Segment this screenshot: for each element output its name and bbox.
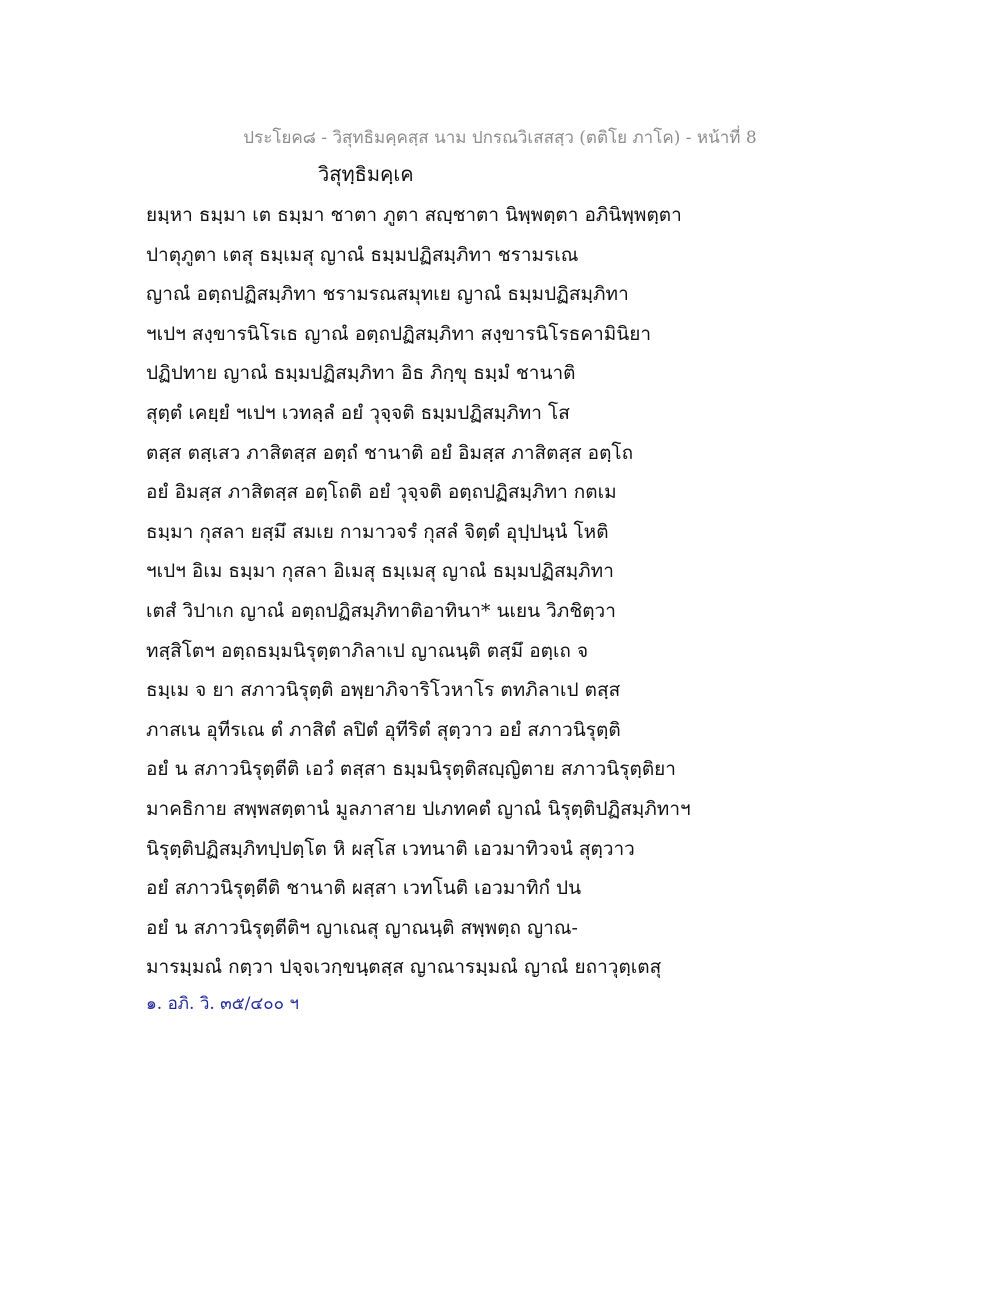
body-line: ปฏิปทาย ญาณํ ธมฺมปฏิสมฺภิทา อิธ ภิกฺขุ ธมฺมํ ชานาติ (146, 362, 576, 385)
body-line: สุตฺตํ เคยฺยํ ฯเปฯ เวทลฺลํ อยํ วุจฺจติ ธมฺมปฏิสมฺภิทา โส (146, 401, 570, 424)
body-line: ธมฺเม จ ยา สภาวนิรุตฺติ อพฺยาภิจาริโวหาโร ตทภิลาเป ตสฺส (146, 679, 621, 702)
body-line: อยํ น สภาวนิรุตฺตีติฯ ญาเณสุ ญาณนฺติ สพฺพตฺถ ญาณ- (146, 916, 578, 939)
footnote: ๑. อภิ. วิ. ๓๕/๔๐๐ ฯ (146, 994, 299, 1014)
body-line: ทสฺสิโตฯ อตฺถธมฺมนิรุตฺตาภิลาเป ญาณนฺติ ตสฺมึ อตฺเถ จ (146, 639, 589, 662)
body-line: นิรุตฺติปฏิสมฺภิทปฺปตฺโต หิ ผสฺโส เวทนาติ เอวมาทิวจนํ สุตฺวาว (146, 837, 635, 860)
body-line: ภาสเน อุทีรเณ ตํ ภาสิตํ ลปิตํ อุทีริตํ สุตฺวาว อยํ สภาวนิรุตฺติ (146, 718, 621, 741)
body-line: ตสฺส ตสฺเสว ภาสิตสฺส อตฺถํ ชานาติ อยํ อิมสฺส ภาสิตสฺส อตฺโถ (146, 441, 634, 464)
body-line: ฯเปฯ สงฺขารนิโรเธ ญาณํ อตฺถปฏิสมฺภิทา สงฺขารนิโรธคามินิยา (146, 322, 652, 345)
running-header: ประโยค๘ - วิสุทธิมคฺคสฺส นาม ปกรณวิเสสสฺว (ตติโย ภาโค) - หน้าที่ 8 (243, 128, 757, 148)
body-line: เตสํ วิปาเก ญาณํ อตฺถปฏิสมฺภิทาติอาทินา* นเยน วิภชิตฺวา (146, 599, 616, 622)
section-title: วิสุทฺธิมคฺเค (318, 162, 414, 186)
body-line: ฯเปฯ อิเม ธมฺมา กุสลา อิเมสุ ธมฺเมสุ ญาณํ ธมฺมปฏิสมฺภิทา (146, 560, 614, 583)
body-line: อยํ อิมสฺส ภาสิตสฺส อตฺโถติ อยํ วุจฺจติ อตฺถปฏิสมฺภิทา กตเม (146, 481, 617, 504)
body-line: ญาณํ อตฺถปฏิสมฺภิทา ชรามรณสมุทเย ญาณํ ธมฺมปฏิสมฺภิทา (146, 283, 629, 306)
body-line: อยํ สภาวนิรุตฺตีติ ชานาติ ผสฺสา เวทโนติ เอวมาทิกํ ปน (146, 877, 582, 900)
body-text (146, 196, 866, 988)
body-line: มารมฺมณํ กตฺวา ปจฺจเวกฺขนฺตสฺส ญาณารมฺมณํ ญาณํ ยถาวุตฺเตสุ (146, 956, 662, 979)
body-line: ปาตุภูตา เตสุ ธมฺเมสุ ญาณํ ธมฺมปฏิสมฺภิทา ชรามรเณ (146, 243, 579, 266)
body-line: ธมฺมา กุสลา ยสฺมึ สมเย กามาวจรํ กุสลํ จิตฺตํ อุปฺปนฺนํ โหติ (146, 520, 609, 543)
body-line: มาคธิกาย สพฺพสตฺตานํ มูลภาสาย ปเภทคตํ ญาณํ นิรุตฺติปฏิสมฺภิทาฯ (146, 797, 691, 820)
body-line: อยํ น สภาวนิรุตฺตีติ เอวํ ตสฺสา ธมฺมนิรุตฺติสญฺญิตาย สภาวนิรุตฺติยา (146, 758, 676, 781)
body-line: ยมฺหา ธมฺมา เต ธมฺมา ชาตา ภูตา สญฺชาตา นิพฺพตฺตา อภินิพฺพตฺตา (146, 204, 682, 226)
